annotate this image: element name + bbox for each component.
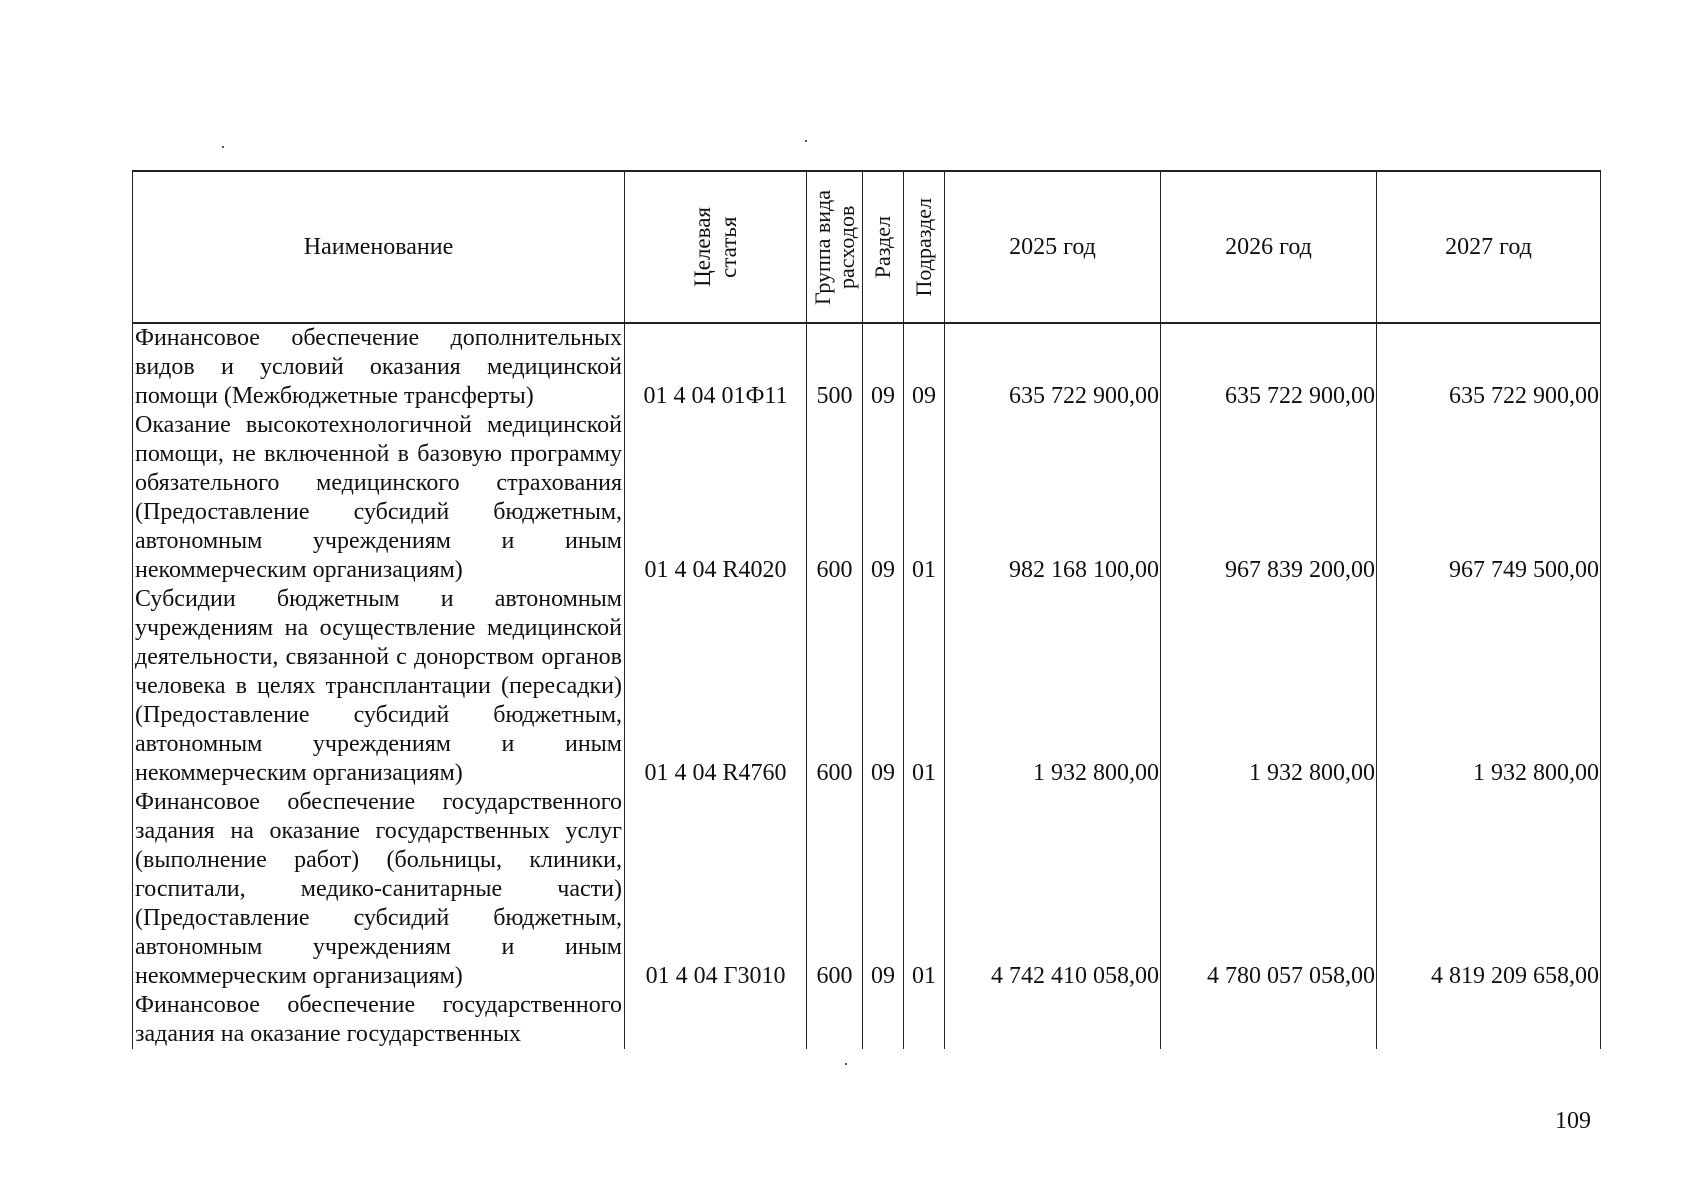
header-subsection — [904, 171, 945, 323]
row-target-article: 01 4 04 R4760 — [625, 585, 807, 788]
table-row — [133, 788, 1601, 991]
header-year-2025: 2025 год — [945, 171, 1161, 323]
table-header-row — [133, 171, 1601, 323]
empty-cell — [625, 991, 807, 1049]
row-name: Финансовое обеспечение государственного задания на оказание государственных услуг (выполнение работ) (больницы, клиники, госпитали, медико-санитарные части) (Предоставление субсидий бюджетным, автономным учреждениям и иным некоммерческим организациям) — [133, 788, 625, 991]
row-amount-2027: 1 932 800,00 — [1377, 585, 1601, 788]
page-number: 109 — [1555, 1108, 1591, 1134]
row-expense-group: 600 — [807, 788, 863, 991]
budget-table — [132, 170, 1601, 1049]
row-name: Субсидии бюджетным и автономным учреждениям на осуществление медицинской деятельности, связанной с донорством органов человека в целях трансплантации (пересадки) (Предоставление субсидий бюджетным, автономным учреждениям и иным некоммерческим организациям) — [133, 585, 625, 788]
header-expense-group-line1: Группа вида — [809, 189, 835, 305]
row-name: Финансовое обеспечение дополнительных видов и условий оказания медицинской помощи (Межбюджетные трансферты) — [133, 323, 625, 411]
header-target-article-line1: Целевая — [689, 207, 715, 287]
header-expense-group — [807, 171, 863, 323]
row-amount-2025: 635 722 900,00 — [945, 323, 1161, 411]
header-section-label: Раздел — [870, 215, 895, 279]
row-amount-2026: 967 839 200,00 — [1161, 411, 1377, 585]
table-row-continuation — [133, 991, 1601, 1049]
table-row — [133, 323, 1601, 411]
header-expense-group-line2: расходов — [833, 205, 859, 289]
empty-cell — [1377, 991, 1601, 1049]
row-expense-group: 600 — [807, 585, 863, 788]
row-amount-2025: 982 168 100,00 — [945, 411, 1161, 585]
table-row — [133, 585, 1601, 788]
row-subsection: 01 — [904, 585, 945, 788]
scan-speck — [222, 146, 224, 148]
header-year-2027: 2027 год — [1377, 171, 1601, 323]
row-target-article: 01 4 04 Г3010 — [625, 788, 807, 991]
row-subsection: 09 — [904, 323, 945, 411]
row-section: 09 — [863, 788, 904, 991]
row-name: Оказание высокотехнологичной медицинской помощи, не включенной в базовую программу обязательного медицинского страхования (Предоставление субсидий бюджетным, автономным учреждениям и иным некоммерческим организациям) — [133, 411, 625, 585]
empty-cell — [1161, 991, 1377, 1049]
row-amount-2027: 967 749 500,00 — [1377, 411, 1601, 585]
row-amount-2027: 4 819 209 658,00 — [1377, 788, 1601, 991]
header-target-article-line2: статья — [715, 216, 741, 278]
row-expense-group: 600 — [807, 411, 863, 585]
header-section — [863, 171, 904, 323]
scan-speck — [845, 1063, 847, 1065]
header-target-article — [625, 171, 807, 323]
row-amount-2025: 1 932 800,00 — [945, 585, 1161, 788]
row-amount-2026: 1 932 800,00 — [1161, 585, 1377, 788]
row-target-article: 01 4 04 01Ф11 — [625, 323, 807, 411]
header-name: Наименование — [133, 171, 625, 323]
row-target-article: 01 4 04 R4020 — [625, 411, 807, 585]
row-subsection: 01 — [904, 788, 945, 991]
scan-speck — [805, 140, 807, 142]
row-section: 09 — [863, 323, 904, 411]
empty-cell — [945, 991, 1161, 1049]
header-year-2026: 2026 год — [1161, 171, 1377, 323]
row-expense-group: 500 — [807, 323, 863, 411]
row-amount-2025: 4 742 410 058,00 — [945, 788, 1161, 991]
table-row — [133, 411, 1601, 585]
empty-cell — [904, 991, 945, 1049]
row-amount-2026: 4 780 057 058,00 — [1161, 788, 1377, 991]
row-amount-2027: 635 722 900,00 — [1377, 323, 1601, 411]
row-section: 09 — [863, 585, 904, 788]
empty-cell — [863, 991, 904, 1049]
row-section: 09 — [863, 411, 904, 585]
row-amount-2026: 635 722 900,00 — [1161, 323, 1377, 411]
row-name: Финансовое обеспечение государственного задания на оказание государственных — [133, 991, 625, 1049]
empty-cell — [807, 991, 863, 1049]
header-subsection-label: Подраздел — [911, 197, 936, 297]
row-subsection: 01 — [904, 411, 945, 585]
